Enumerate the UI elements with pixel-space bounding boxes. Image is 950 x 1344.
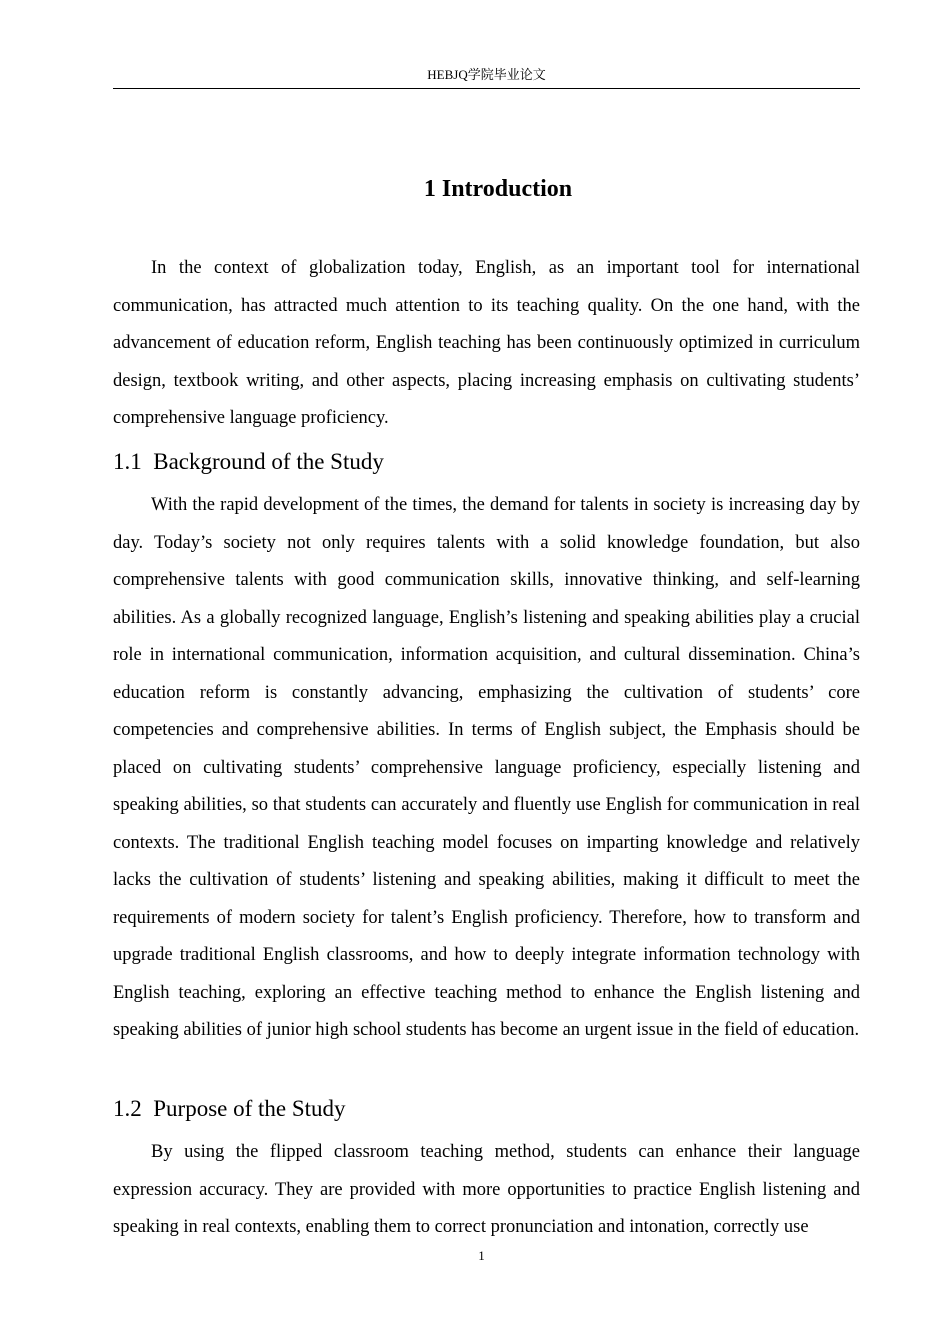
- purpose-paragraph: By using the flipped classroom teaching method, students can enhance their language expression accuracy. They are provided with more opportunities to practice English listening and speaking in real contexts, enabling them to correct pronunciation and intonation, correctly use: [113, 1142, 860, 1237]
- section-heading-purpose: [113, 1092, 860, 1126]
- section-number: 1.2: [113, 1096, 142, 1121]
- running-header-title: HEBJQ学院毕业论文: [427, 67, 546, 82]
- section-title: Purpose of the Study: [153, 1096, 346, 1121]
- chapter-title: 1 Introduction: [423, 176, 573, 202]
- background-paragraph: With the rapid development of the times, the demand for talents in society is increasing day by day. Today’s society not only requires talents with a solid knowledge foundation, but also comprehensive talents with good communication skills, innovative thinking, and self-learning abilities. As a globally recognized language, English’s listening and speaking abilities play a crucial role in international communication, information acquisition, and cultural dissemination. China’s education reform is constantly advancing, emphasizing the cultivation of students’ core competencies and comprehensive abilities. In terms of English subject, the Emphasis should be placed on cultivating students’ comprehensive language proficiency, especially listening and speaking abilities, so that students can accurately and fluently use English for communication in real contexts. The traditional English teaching model focuses on imparting knowledge and relatively lacks the cultivation of students’ listening and speaking abilities, making it difficult to meet the requirements of modern society for talent’s English proficiency. Therefore, how to transform and upgrade traditional English classrooms, and how to deeply integrate information technology with English teaching, exploring an effective teaching method to enhance the English listening and speaking abilities of junior high school students has become an urgent issue in the field of education.: [113, 495, 860, 1040]
- page-number: 1: [478, 1248, 485, 1263]
- running-header: [113, 66, 860, 89]
- intro-paragraph: In the context of globalization today, English, as an important tool for international communication, has attracted much attention to its teaching quality. On the one hand, with the advancement of education reform, English teaching has been continuously optimized in curriculum design, textbook writing, and other aspects, placing increasing emphasis on cultivating students’ comprehensive language proficiency.: [113, 258, 860, 428]
- section-heading-background: [113, 445, 860, 479]
- section-number: 1.1: [113, 449, 142, 474]
- section-title: Background of the Study: [153, 449, 384, 474]
